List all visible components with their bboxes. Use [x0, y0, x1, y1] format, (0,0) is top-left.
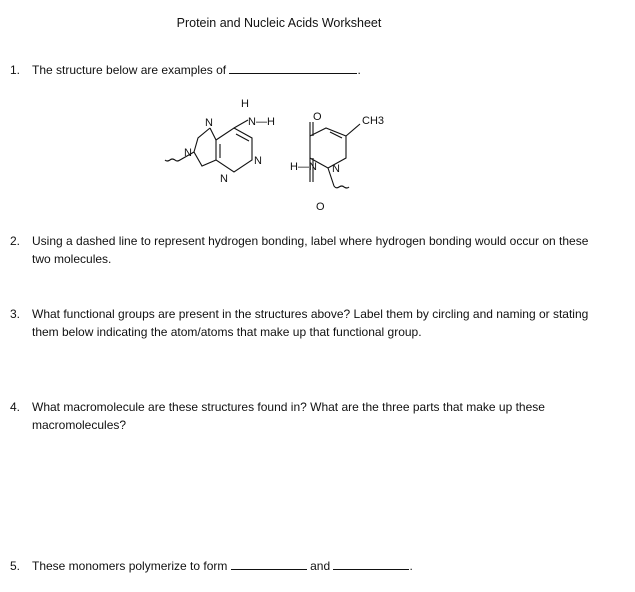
question-5-period: .: [409, 559, 413, 573]
question-4-text: What macromolecule are these structures found in? What are the three parts that make up these macromolecules?: [32, 400, 545, 432]
question-5-blank-1[interactable]: [231, 557, 307, 570]
question-number: 5.: [10, 559, 21, 573]
base-pair-diagram: [150, 90, 410, 220]
question-1-period: .: [357, 63, 361, 77]
atom-nh: N—H: [248, 116, 275, 128]
atom-n-2: N: [184, 147, 192, 159]
question-2-text: Using a dashed line to represent hydrogen bonding, label where hydrogen bonding would occur on these two molecules.: [32, 234, 589, 266]
question-1: [10, 61, 361, 79]
atom-n-5: N: [332, 163, 340, 175]
question-3-text: What functional groups are present in the structures above? Label them by circling and naming or stating them below indicating the atom/atoms that make up that functional group.: [32, 307, 589, 339]
question-5-text: These monomers polymerize to form: [32, 559, 228, 573]
question-5-and: and: [310, 559, 331, 573]
question-5-blank-2[interactable]: [333, 557, 409, 570]
question-number: 4.: [10, 400, 21, 414]
atom-ch3: CH3: [362, 115, 385, 127]
question-5: [10, 557, 413, 575]
question-number: 1.: [10, 63, 21, 77]
question-4: [10, 398, 572, 434]
question-3: [10, 305, 592, 341]
question-1-blank[interactable]: [229, 61, 357, 74]
question-2: [10, 232, 592, 268]
atom-h-top: H: [241, 98, 249, 110]
atom-hn: H—N: [290, 161, 317, 173]
worksheet-title: Protein and Nucleic Acids Worksheet: [176, 16, 382, 30]
atom-n-1: N: [205, 117, 213, 129]
base-pair-structure: [150, 90, 410, 220]
atom-o-bottom: O: [316, 201, 325, 213]
atom-n-3: N: [220, 173, 228, 185]
atom-o-top: O: [313, 111, 322, 123]
question-1-text: The structure below are examples of: [32, 63, 227, 77]
atom-n-4: N: [254, 155, 262, 167]
question-number: 2.: [10, 234, 21, 248]
question-number: 3.: [10, 307, 21, 321]
